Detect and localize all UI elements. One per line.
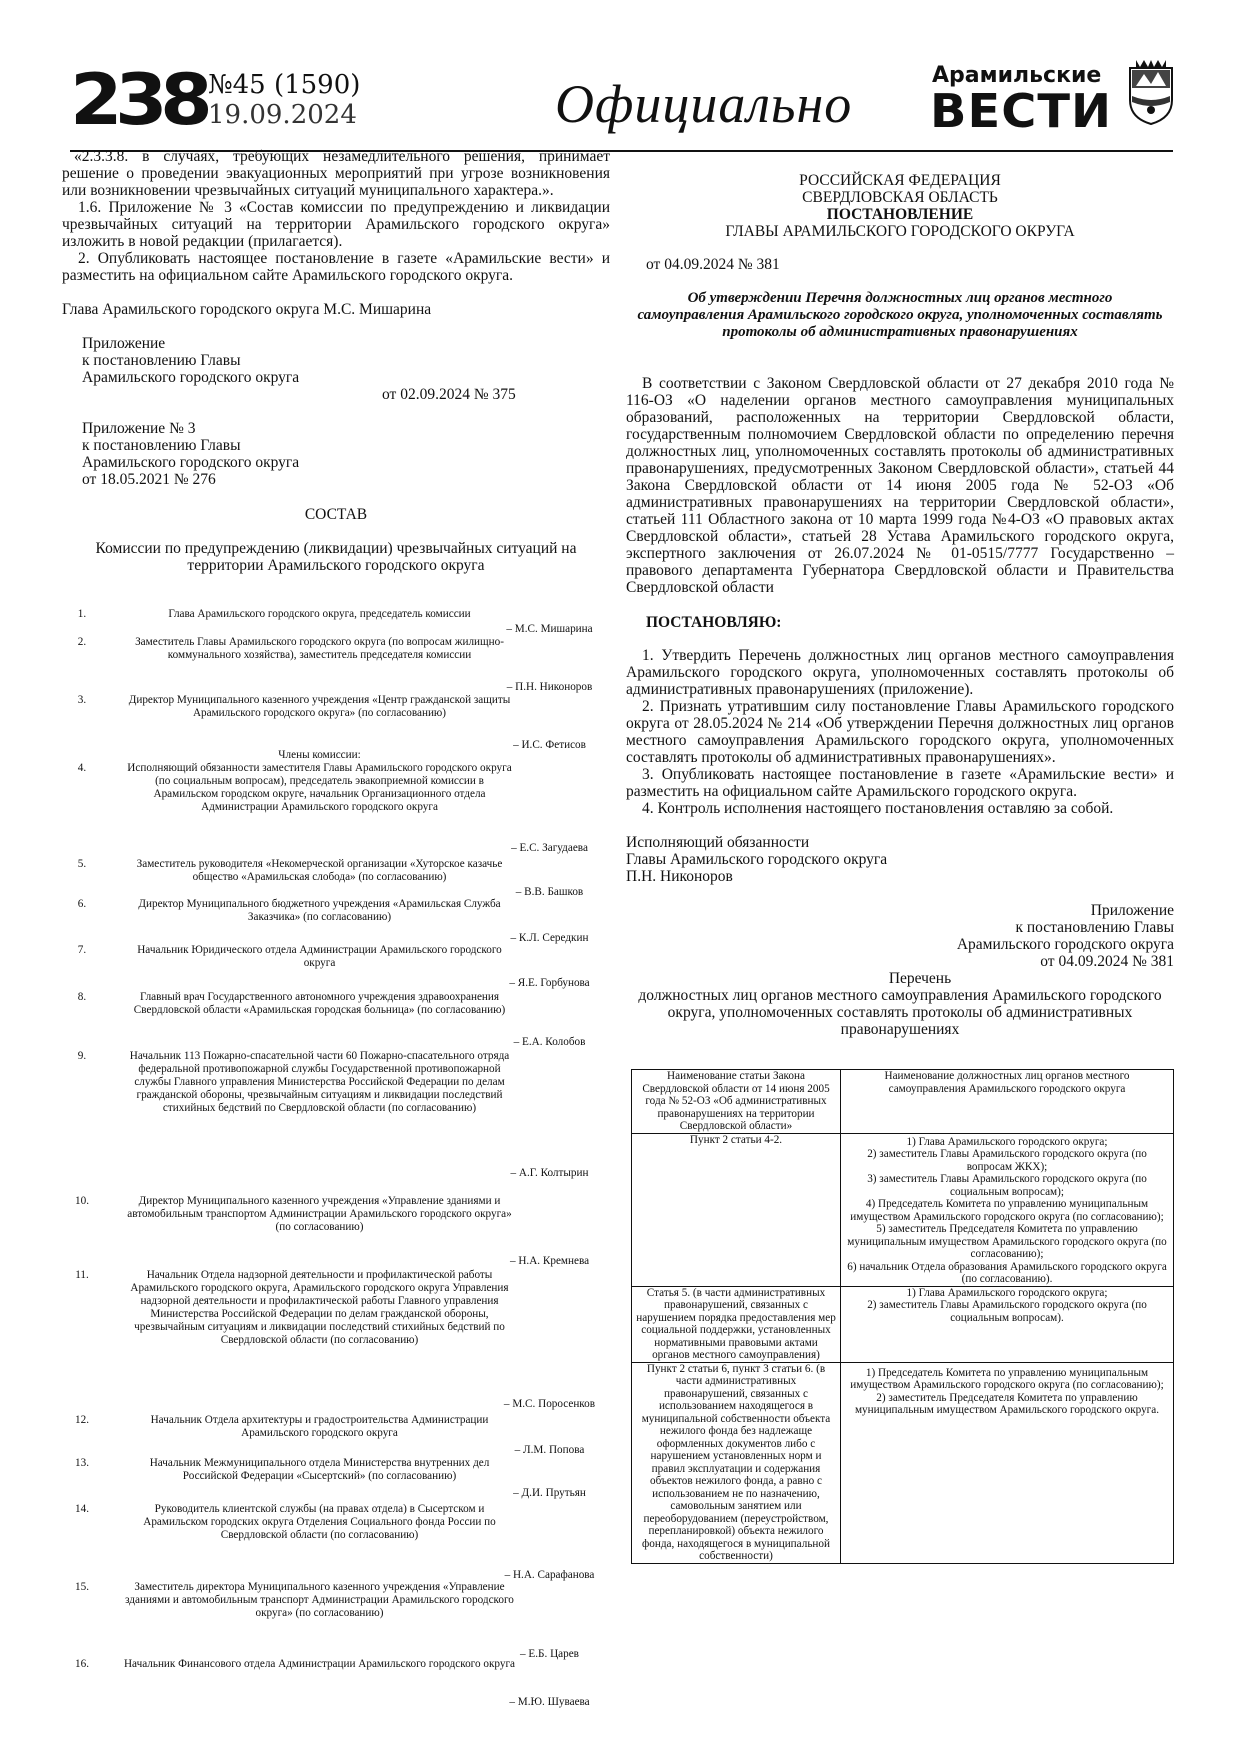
official-line: 1) Глава Арамильского городского округа; — [906, 1286, 1108, 1299]
official-line: 4) Председатель Комитета по управлению муниципальным имуществом Арамильского городского округа (по согласованию); — [850, 1198, 1164, 1223]
item-number: 16. — [75, 1658, 89, 1670]
table-row — [632, 1286, 1174, 1362]
table-cell-officials — [841, 1362, 1174, 1563]
list-subtitle: должностных лиц органов местного самоуправления Арамильского городского округа, уполномоченных составлять протоколы об административных правонарушениях — [638, 987, 1162, 1038]
item-person: – П.Н. Никоноров — [506, 681, 593, 693]
item-person: – Я.Е. Горбунова — [509, 977, 590, 989]
item-description: Директор Муниципального казенного учреждения «Управление зданиями и автомобильным транспортом Администрации Арамильского городского округа» (по согласованию) — [127, 1195, 512, 1233]
item-person: – М.С. Поросенков — [503, 1398, 596, 1410]
item-description: Начальник Отдела архитектуры и градостроительства Администрации Арамильского городского округа — [150, 1414, 489, 1439]
list-title: Перечень — [888, 970, 952, 987]
preamble: В соответствии с Законом Свердловской области от 27 декабря 2010 года № 116-ОЗ «О наделении органов местного самоуправления муниципальных образований, расположенных на территории Свердловской области, государственным полномочием Свердловской области по определению перечня должностных лиц, уполномоченных составлять протоколы об административных правонарушениях, предусмотренных Законом Свердловской области», статьей 44 Закона Свердловской области от 14 июня 2005 года № 52-ОЗ «Об административных правонарушениях на территории Свердловской области», статьей 111 Областного закона от 10 марта 1999 года №4-ОЗ «О правовых актах Свердловской области», статьей 28 Устава Арамильского городского округа, экспертного заключения от 26.07.2024 № 01-0515/7777 Государственно – правового департамента Губернатора Свердловской области и Правительства Свердловской области — [626, 375, 1174, 596]
appendix-line: к постановлению Главы — [1015, 919, 1174, 936]
appendix-line: Арамильского городского округа — [82, 369, 300, 386]
item-person: – Е.А. Колобов — [513, 1036, 586, 1048]
item-description: Директор Муниципального казенного учреждения «Центр гражданской защиты Арамильского городского округа» (по согласованию) — [128, 694, 511, 719]
brand-top: Арамильские — [932, 63, 1102, 88]
appendix-block — [626, 902, 1174, 970]
item-description: Исполняющий обязанности заместителя Главы Арамильского городского округа (по социальным вопросам), председатель эвакоприемной комиссии в Арамильском городском округе, начальник Организационного отдела Администрации Арамильского городского округа — [127, 762, 512, 813]
table-row — [632, 1133, 1174, 1286]
item-number: 3. — [77, 694, 87, 706]
item-number: 7. — [77, 944, 87, 956]
item-description: Заместитель Главы Арамильского городского округа (по вопросам жилищно-коммунального хозяйства), заместитель председателя комиссии — [135, 636, 504, 661]
resolution-item: 2. Признать утратившим силу постановление Главы Арамильского городского округа от 28.05.2024 № 214 «Об утверждении Перечня должностных лиц органов местного самоуправления Арамильского городского округа, уполномоченных составлять протоколы об административных правонарушениях». — [626, 698, 1174, 766]
appendix-line: к постановлению Главы — [82, 437, 241, 454]
signer-block — [626, 834, 1174, 885]
appendix-line: от 18.05.2021 № 276 — [82, 471, 216, 488]
item-number: 14. — [75, 1503, 89, 1515]
item-person: – М.С. Мишарина — [506, 623, 593, 635]
appendix-line: к постановлению Главы — [82, 352, 241, 369]
officials-table — [631, 1069, 1174, 1564]
item-description: Глава Арамильского городского округа, председатель комиссии — [168, 608, 471, 620]
signature: Глава Арамильского городского округа М.С. Мишарина — [62, 301, 432, 318]
item-description: Начальник Юридического отдела Администрации Арамильского городского округа — [137, 944, 502, 969]
item-person: – Е.С. Загудаева — [511, 842, 588, 854]
item-number: 5. — [77, 858, 87, 870]
issue-date: 19.09.2024 — [208, 100, 357, 130]
item-description: Заместитель директора Муниципального казенного учреждения «Управление зданиями и автомобильным транспорт Администрации Арамильского городского округа» (по согласованию) — [125, 1581, 514, 1619]
item-person: – Н.А. Кремнева — [509, 1255, 590, 1267]
appendix3-block — [62, 420, 610, 488]
heading-line: РОССИЙСКАЯ ФЕДЕРАЦИЯ — [799, 172, 1001, 189]
item-description: Директор Муниципального бюджетного учреждения «Арамильская Служба Заказчика» (по согласованию) — [138, 898, 501, 923]
appendix-date: от 02.09.2024 № 375 — [382, 386, 516, 403]
right-column — [626, 172, 1174, 1038]
item-person: – В.В. Башков — [515, 886, 584, 898]
table-header-cell: Наименование статьи Закона Свердловской области от 14 июня 2005 года № 52-ОЗ «Об административных правонарушениях на территории Свердловской области» — [632, 1070, 841, 1134]
page-number: 238 — [70, 59, 206, 141]
intro-paragraph: 2. Опубликовать настоящее постановление в газете «Арамильские вести» и разместить на официальном сайте Арамильского городского округа. — [62, 250, 610, 284]
heading-line: СВЕРДЛОВСКАЯ ОБЛАСТЬ — [802, 189, 998, 206]
table-header-row — [632, 1070, 1174, 1134]
resolution-item: 1. Утвердить Перечень должностных лиц органов местного самоуправления Арамильского городского округа, уполномоченных составлять протоколы об административных правонарушениях (приложение). — [626, 647, 1174, 698]
item-number: 12. — [75, 1414, 89, 1426]
resolution-date: от 04.09.2024 № 381 — [646, 256, 780, 273]
table-cell-article: Статья 5. (в части административных правонарушений, связанных с нарушением порядка предоставления мер социальной поддержки, установленных нормативными правовыми актами органов местного самоуправления) — [632, 1286, 841, 1362]
item-person: – Е.Б. Царев — [520, 1648, 579, 1660]
intro-paragraph: 1.6. Приложение № 3 «Состав комиссии по предупреждению и ликвидации чрезвычайных ситуаций на территории Арамильского городского округа» изложить в новой редакции (прилагается). — [62, 199, 610, 250]
item-number: 8. — [77, 991, 87, 1003]
resolution-item: 4. Контроль исполнения настоящего постановления оставляю за собой. — [642, 800, 1114, 817]
signer-line: Исполняющий обязанности — [626, 834, 810, 851]
item-number: 9. — [77, 1050, 87, 1062]
item-person: – А.Г. Колтырин — [510, 1167, 589, 1179]
item-number: 1. — [77, 608, 87, 620]
official-line: 5) заместитель Председателя Комитета по управлению муниципальным имуществом Арамильского городского округа (по согласованию); — [847, 1223, 1167, 1260]
resolution-item: 3. Опубликовать настоящее постановление в газете «Арамильские вести» и разместить на официальном сайте Арамильского городского округа. — [626, 766, 1174, 800]
item-person: – М.Ю. Шуваева — [509, 1696, 590, 1708]
official-line: 2) заместитель Главы Арамильского городского округа (по социальным вопросам). — [867, 1299, 1147, 1324]
official-line: 1) Председатель Комитета по управлению муниципальным имуществом Арамильского городского округа (по согласованию); — [850, 1366, 1164, 1391]
brand-bottom: ВЕСТИ — [930, 84, 1113, 138]
item-description: Руководитель клиентской службы (на правах отдела) в Сысертском и Арамильском городских округа Отделения Социального фонда России по Свердловской области (по согласованию) — [143, 1503, 496, 1541]
table-cell-officials — [841, 1133, 1174, 1286]
item-number: 2. — [77, 636, 87, 648]
item-description: Начальник Межмуниципального отдела Министерства внутренних дел Российской Федерации «Сысертский» (по согласованию) — [149, 1457, 490, 1482]
appendix-line: Приложение — [82, 335, 166, 352]
table-cell-article: Пункт 2 статьи 6, пункт 3 статьи 6. (в части административных правонарушений, связанных с использованием находящегося в муниципальной собственности объекта нежилого фонда без надлежаще оформленных документов либо с нарушением установленных норм и правил эксплуатации и содержания объектов нежилого фонда, а равно с использованием не по назначению, самовольным занятием или переоборудованием (переустройством, перепланировкой) объекта нежилого фонда, находящегося в муниципальной собственности) — [632, 1362, 841, 1563]
composition-subtitle: Комиссии по предупреждению (ликвидации) чрезвычайных ситуаций на территории Арамильского городского округа — [95, 540, 577, 574]
official-line: 3) заместитель Главы Арамильского городского округа (по социальным вопросам); — [867, 1173, 1147, 1198]
item-number: 13. — [75, 1457, 89, 1469]
item-number: 4. — [77, 762, 87, 774]
item-person: – Н.А. Сарафанова — [504, 1569, 595, 1581]
appendix-line: Арамильского городского округа — [82, 454, 300, 471]
resolution-title: Об утверждении Перечня должностных лиц органов местного самоуправления Арамильского городского округа, уполномоченных составлять протоколы об административных правонарушениях — [637, 290, 1163, 340]
members-heading: Члены комиссии: — [278, 749, 361, 761]
item-number: 10. — [75, 1195, 89, 1207]
section-title: Официально — [555, 74, 853, 134]
item-person: – К.Л. Середкин — [510, 932, 589, 944]
table-cell-officials — [841, 1286, 1174, 1362]
table-cell-article: Пункт 2 статьи 4-2. — [632, 1133, 841, 1286]
official-line: 1) Глава Арамильского городского округа; — [906, 1135, 1108, 1148]
intro-paragraph: «2.3.3.8. в случаях, требующих незамедлительного решения, принимает решение о проведении эвакуационных мероприятий при угрозе возникновения или возникновении чрезвычайных ситуаций муниципального характера.». — [62, 148, 610, 199]
left-column — [62, 148, 610, 574]
item-description: Заместитель руководителя «Некомерческой организации «Хуторское казачье общество «Арамильская слобода» (по согласованию) — [136, 858, 503, 883]
official-line: 2) заместитель Главы Арамильского городского округа (по вопросам ЖКХ); — [867, 1148, 1147, 1173]
heading-line: ГЛАВЫ АРАМИЛЬСКОГО ГОРОДСКОГО ОКРУГА — [725, 223, 1075, 240]
official-line: 2) заместитель Председателя Комитета по управлению муниципальным имуществом Арамильского городского округа. — [854, 1391, 1160, 1416]
item-person: – Л.М. Попова — [514, 1444, 585, 1456]
table-header-cell: Наименование должностных лиц органов местного самоуправления Арамильского городского округа — [841, 1070, 1174, 1134]
resolve-word: ПОСТАНОВЛЯЮ: — [646, 614, 782, 631]
item-description: Начальник Отдела надзорной деятельности и профилактической работы Арамильского городского округа, Арамильского городского округа Управления надзорной деятельности и профилактической работы Главного управления Министерства Российской Федерации по делам гражданской обороны, чрезвычайным ситуациям и ликвидации последствий стихийных бедствий по Свердловской области (по согласованию) — [130, 1269, 509, 1346]
signer-line: П.Н. Никоноров — [626, 868, 733, 885]
composition-title: СОСТАВ — [304, 506, 368, 523]
heading-line: ПОСТАНОВЛЕНИЕ — [826, 206, 974, 223]
item-person: – И.С. Фетисов — [513, 739, 586, 751]
appendix-block — [62, 335, 610, 403]
item-description: Начальник 113 Пожарно-спасательной части 60 Пожарно-спасательного отряда федеральной противопожарной службы Государственной противопожарной службы Главного управления Министерства Российской Федерации по делам гражданской обороны, чрезвычайным ситуациям и ликвидации последствий стихийных бедствий по Свердловской области (по согласованию) — [129, 1050, 510, 1114]
table-row — [632, 1362, 1174, 1563]
appendix-line: Приложение — [1090, 902, 1174, 919]
item-person: – Д.И. Прутьян — [513, 1487, 586, 1499]
official-line: 6) начальник Отдела образования Арамильского городского округа (по согласованию). — [847, 1260, 1167, 1285]
item-number: 11. — [75, 1269, 89, 1281]
crest-icon — [1128, 58, 1174, 126]
item-description: Главный врач Государственного автономного учреждения здравоохранения Свердловской области «Арамильская городская больница» (по согласованию) — [133, 991, 506, 1016]
appendix-line: от 04.09.2024 № 381 — [1040, 953, 1174, 970]
appendix-line: Приложение № 3 — [82, 420, 196, 437]
item-description: Начальник Финансового отдела Администрации Арамильского городского округа — [123, 1658, 516, 1670]
issue-number: №45 (1590) — [208, 70, 361, 100]
appendix-line: Арамильского городского округа — [956, 936, 1174, 953]
signer-line: Главы Арамильского городского округа — [626, 851, 888, 868]
item-number: 6. — [77, 898, 87, 910]
item-number: 15. — [75, 1581, 89, 1593]
page-header — [70, 59, 1173, 152]
